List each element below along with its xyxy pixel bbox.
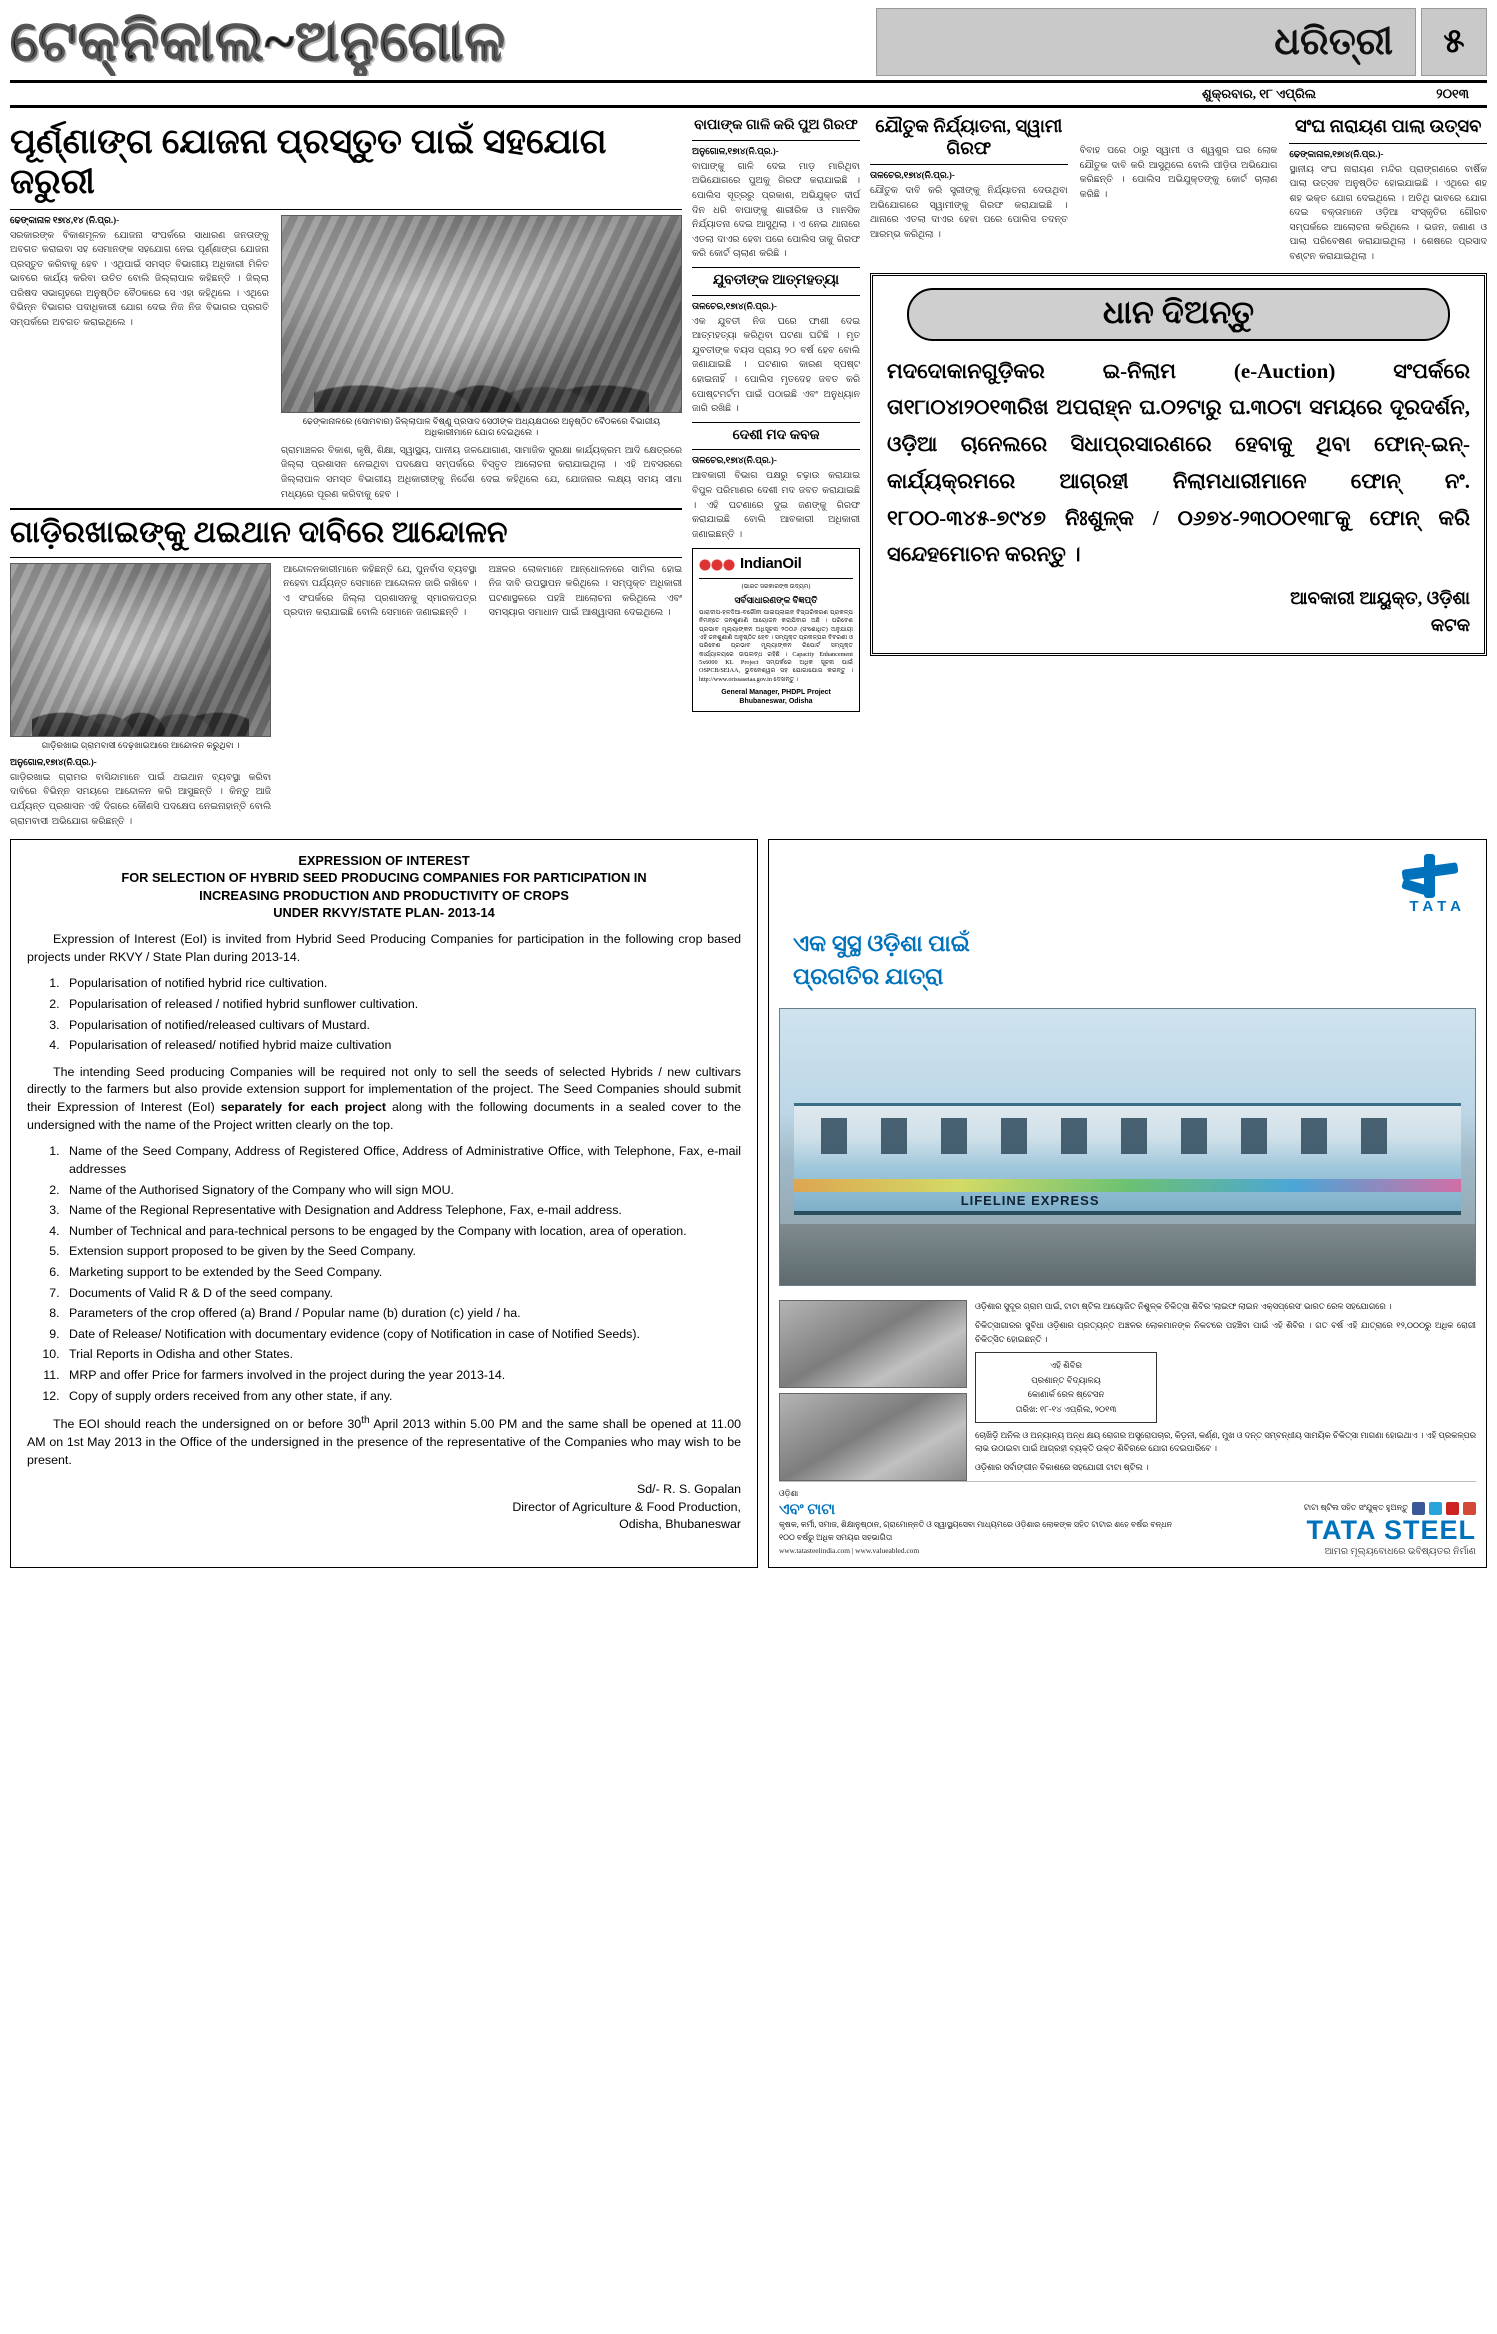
indianoil-ad (692, 548, 860, 712)
right2-headline: ସଂଘ ନାରାୟଣ ପାଲା ଉତ୍ସବ (1294, 116, 1482, 136)
eoi-doc-item: 7. Documents of Valid R & D of the seed company. (63, 1285, 741, 1303)
eoi-title-line-4: UNDER RKVY/STATE PLAN- 2013-14 (273, 904, 495, 920)
dateline-rule (10, 80, 1487, 108)
tata-footer (779, 1481, 1476, 1557)
tata-steel-name: TATA STEEL (1306, 1514, 1476, 1545)
eoi-closing-post: April 2013 within 5.00 PM and the same shall be opened at 11.00 AM on 1st May 2013 in the Office of the undersigned in the presence of the representative of the Companies who may wish to be present. (27, 1417, 742, 1467)
eoi-closing-sup: th (361, 1415, 370, 1427)
right-story-1-cont (1080, 114, 1278, 265)
tata-brand-word: TATA (1409, 898, 1466, 916)
eoi-closing (27, 1414, 741, 1469)
publication-name: ଧରିତ୍ରୀ (876, 8, 1416, 76)
tata-steel-logo-block (1304, 1502, 1476, 1557)
masthead-right (876, 8, 1487, 76)
eoi-title-line-1: EXPRESSION OF INTEREST (298, 853, 470, 869)
story2-text-1: ଗାଡ଼ିରଖାଇ ଗ୍ରାମର ବାସିନ୍ଦାମାନେ ପାଇଁ ଥଇଥାନ ବ୍ୟବସ୍ଥା କରିବା ଦାବିରେ ବିଭିନ୍ନ ସମୟରେ ଆନ୍ଦୋଳନ କରି ଆସୁଛନ୍ତି । କିନ୍ତୁ ଆଜି ପର୍ଯ୍ୟନ୍ତ ପ୍ରଶାସନ ଏହି ଦିଗରେ କୌଣସି ପଦକ୍ଷେପ ନେଇନାହାନ୍ତି ବୋଲି ଗ୍ରାମବାସୀ ଅଭିଯୋଗ କରିଛନ୍ତି । (10, 772, 272, 827)
indianoil-logo-icon (699, 555, 735, 575)
right2-text: ସ୍ଥାନୀୟ ସଂଘ ନାରାୟଣ ମନ୍ଦିର ପ୍ରାଙ୍ଗଣରେ ବାର୍ଷିକ ପାଲା ଉତ୍ସବ ଅନୁଷ୍ଠିତ ହୋଇଯାଇଛି । ଏଥିରେ ଶହ ଶହ ଭକ୍ତ ଯୋଗ ଦେଇଥିଲେ । ଅତିଥି ଭାବରେ ଯୋଗ ଦେଇ ବକ୍ତାମାନେ ଓଡ଼ିଆ ସଂସ୍କୃତିର ଗୌରବ ସମ୍ପର୍କରେ ଆଲୋଚନା କରିଥିଲେ । ଭଜନ, ଜଣାଣ ଓ ପାଲା ପରିବେଷଣ କରାଯାଇଥିଲା । ଶେଷରେ ପ୍ରସାଦ ବଣ୍ଟନ କରାଯାଇଥିଲା । (1289, 164, 1488, 263)
lead-photo (281, 215, 682, 413)
brief2-text: ଏକ ଯୁବତୀ ନିଜ ଘରେ ଫାଶୀ ଦେଇ ଆତ୍ମହତ୍ୟା କରିଥିବା ଘଟଣା ଘଟିଛି । ମୃତ ଯୁବତୀଙ୍କ ବୟସ ପ୍ରାୟ ୨୦ ବର୍ଷ ହେବ ବୋଲି ଜଣାଯାଇଛି । ଘଟଣାର କାରଣ ସ୍ପଷ୍ଟ ହୋଇନାହିଁ । ପୋଲିସ ମୃତଦେହ ଜବତ କରି ପୋଷ୍ଟମର୍ଟମ ପାଇଁ ପଠାଇଛି ଏବଂ ଅନୁଧ୍ୟାନ ଜାରି ରଖିଛି । (692, 316, 860, 415)
lead-column-photo (281, 215, 682, 503)
story2-headline: ଗାଡ଼ିରଖାଇଙ୍କୁ ଥଇଥାନ ଦାବିରେ ଆନ୍ଦୋଳନ (10, 516, 508, 550)
eoi-crop-list (27, 975, 741, 1054)
camp-box-line-2: ପ୍ରଶାନ୍ତ ବିଦ୍ୟାଳୟ (1031, 1374, 1101, 1385)
excise-ad-sign-2: କଟକ (1430, 615, 1470, 636)
brief3-headline: ଦେଶୀ ମଦ କବଜ (732, 427, 820, 443)
eoi-doc-item: 10. Trial Reports in Odisha and other States. (63, 1346, 741, 1364)
lead-byline: ଢେଙ୍କାନାଳ ୧୭ା୪,୧୪ (ନି.ପ୍ର.)- (10, 214, 120, 225)
story2-byline: ଅନୁଗୋଳ,୧୭ା୪(ନି.ପ୍ର.)- (10, 756, 97, 767)
brief1-byline: ଅନୁଗୋଳ,୧୭ା୪(ନି.ପ୍ର.)- (692, 145, 779, 156)
tata-footer-left (779, 1488, 1172, 1557)
story2-text-2: ଆନ୍ଦୋଳନକାରୀମାନେ କହିଛନ୍ତି ଯେ, ପୁନର୍ବାସ ବ୍ୟବସ୍ଥା ନହେବା ପର୍ଯ୍ୟନ୍ତ ସେମାନେ ଆନ୍ଦୋଳନ ଜାରି ରଖିବେ । ଏ ସଂପର୍କରେ ଜିଲ୍ଲା ପ୍ରଶାସନକୁ ସ୍ମାରକପତ୍ର ପ୍ରଦାନ କରାଯାଇଛି ବୋଲି ସେମାନେ ଜଣାଇଛନ୍ତି । (283, 564, 477, 619)
lead-text-1: ସରକାରଙ୍କ ବିକାଶମୂଳକ ଯୋଜନା ସଂପର୍କରେ ସାଧାରଣ ଜନତାଙ୍କୁ ଅବଗତ କରାଇବା ସହ ସେମାନଙ୍କ ସହଯୋଗ ନେଇ ପୂର୍ଣ୍ଣାଙ୍ଗ ଯୋଜନା ପ୍ରସ୍ତୁତ କରିବାକୁ ହେବ । ଏଥିପାଇଁ ସମସ୍ତ ବିଭାଗୀୟ ଅଧିକାରୀ ମିଳିତ ଭାବରେ କାର୍ଯ୍ୟ କରିବା ଉଚିତ ବୋଲି ଜିଲ୍ଲାପାଳ କହିଛନ୍ତି । ଜିଲ୍ଲା ପରିଷଦ ସଭାଗୃହରେ ଅନୁଷ୍ଠିତ ବୈଠକରେ ସେ ଏହା କହିଥିଲେ । ଏଥିରେ ବିଭିନ୍ନ ବିଭାଗର ପଦାଧିକାରୀ ଯୋଗ ଦେଇ ନିଜ ନିଜ ବିଭାଗର ପ୍ରଗତି ସମ୍ପର୍କରେ ଅବଗତ କରାଇଥିଲେ । (10, 230, 269, 328)
camp-box-line-1: ଏହି ଶିବିର (1050, 1360, 1082, 1371)
lifeline-express-photo (779, 1008, 1476, 1286)
tata-para-3: ଚୋଖିଡ଼ି ଅନିଲ ଓ ଅନ୍ୟାନ୍ୟ ଅନ୍ଧ କ୍ଷୟ ରୋଗର ଅସ୍ତ୍ରୋପଚାର, କିଡ଼ନୀ, କର୍ଣ୍ଣ, ମୁଖ ଓ ଦନ୍ତ ସମ୍ବନ୍ଧୀୟ ସାମୟିକ ଚିକିତ୍ସା ମାଗଣା ହୋଇଥାଏ । ଏହି ପ୍ରକଳ୍ପର ଲାଭ ଉଠାଇବା ପାଇଁ ଆଗ୍ରହୀ ବ୍ୟକ୍ତି ଉକ୍ତ ଶିବିରରେ ଯୋଗ ଦେଇପାରିବେ । (975, 1430, 1476, 1454)
lead-columns (10, 215, 682, 503)
right2-byline: ଢେଙ୍କାନାଳ,୧୭ା୪(ନି.ପ୍ର.)- (1289, 148, 1384, 159)
top-news-area (10, 114, 1487, 829)
indianoil-footer-1: General Manager, PHDPL Project (721, 689, 831, 697)
tata-url-2[interactable]: www.valueabled.com (855, 1546, 920, 1556)
dateline (1202, 86, 1487, 102)
tata-slogan-line-2: ପ୍ରଗତିର ଯାତ୍ରା (793, 964, 944, 990)
indianoil-subtitle: (ଭାରତ ସରକାରଙ୍କ ଉଦ୍ୟମ) (741, 583, 811, 590)
eoi-doc-item: 5. Extension support proposed to be given by the Seed Company. (63, 1243, 741, 1261)
tata-para-2: ଚିକିତ୍ସାଗାରର ସୁବିଧା ଓଡ଼ିଶାର ପ୍ରତ୍ୟନ୍ତ ଅଞ୍ଚଳର ଲୋକମାନଙ୍କ ନିକଟରେ ପହଞ୍ଚିବା ପାଇଁ ଏହି ଶିବିର । ଗତ ବର୍ଷ ଏହି ଯାତ୍ରାରେ ୧୨,୦୦୦ରୁ ଅଧିକ ରୋଗୀ ଚିକିତ୍ସିତ ହୋଇଛନ୍ତି । (975, 1321, 1476, 1344)
eoi-doc-item: 2. Name of the Authorised Signatory of the Company who will sign MOU. (63, 1182, 741, 1200)
eoi-doc-item: 8. Parameters of the crop offered (a) Brand / Popular name (b) duration (c) yield / ha. (63, 1305, 741, 1323)
lead-headline: ପୂର୍ଣ୍ଣାଙ୍ଗ ଯୋଜନା ପ୍ରସ୍ତୁତ ପାଇଁ ସହଯୋଗ ଜରୁରୀ (10, 122, 607, 202)
youtube-icon[interactable] (1446, 1502, 1459, 1515)
story2-col-2 (283, 563, 476, 829)
tata-url-1[interactable]: www.tatasteelindia.com (779, 1546, 850, 1556)
page-number: ୫ (1421, 8, 1487, 76)
story2-text-3: ଅଞ୍ଚଳର ଲୋକମାନେ ଆନ୍ଧୋଳନରେ ସାମିଲ ହୋଇ ନିଜ ଦାବି ଉପସ୍ଥାପନ କରିଥିଲେ । ସମ୍ପୃକ୍ତ ଅଧିକାରୀ ଘଟଣାସ୍ଥଳରେ ପହଞ୍ଚି ଆଲୋଚନା କରିଥିଲେ ଏବଂ ସମସ୍ୟାର ସମାଧାନ ପାଇଁ ଆଶ୍ୱାସନା ଦେଇଥିଲେ । (488, 564, 683, 619)
bottom-ads-area (10, 839, 1487, 1568)
indianoil-header (699, 554, 853, 578)
indianoil-notice-title: ସର୍ବସାଧାରଣଙ୍କ ବିଜ୍ଞପ୍ତି (734, 594, 818, 605)
brief1-headline: ବାପାଙ୍କ ଗାଳି କରି ପୁଅ ଗିରଫ (694, 118, 858, 133)
tata-mini-photo-strip (779, 1300, 967, 1481)
eoi-title (27, 852, 741, 921)
eoi-sign-address: Odisha, Bhubaneswar (619, 1516, 741, 1531)
eoi-crop-item: 3. Popularisation of notified/released cultivars of Mustard. (63, 1017, 741, 1035)
eoi-doc-item: 1. Name of the Seed Company, Address of Registered Office, Address of Administrative Office, with Telephone, Fax, e-mail addresses (63, 1143, 741, 1178)
excise-auction-ad (870, 273, 1487, 657)
eoi-doc-item: 12. Copy of supply orders received from any other state, if any. (63, 1388, 741, 1406)
story2-photo-caption: ଗାଡ଼ିରଖାଇ ଗ୍ରାମବାସୀ ଦେଢ଼ଖାଇଆରେ ଆନ୍ଦୋଳନ କରୁଥିବା । (41, 739, 240, 750)
train-name-text: LIFELINE EXPRESS (960, 1192, 1100, 1208)
tata-foot-small-1: ଓଡ଼ିଶା (779, 1488, 799, 1498)
tata-slogan-line-1: ଏକ ସୁସ୍ଥ ଓଡ଼ିଶା ପାଇଁ (793, 931, 970, 957)
train-windows (821, 1118, 1395, 1154)
tata-logo-icon (1398, 850, 1462, 902)
story2-photo-col (10, 563, 271, 829)
tata-urls[interactable]: www.tatasteelindia.com | www.valueabled.com (779, 1546, 920, 1556)
tata-logo-row (779, 850, 1476, 902)
eoi-crop-item: 1. Popularisation of notified hybrid rice cultivation. (63, 975, 741, 993)
eoi-closing-pre: The EOI should reach the undersigned on or before 30 (53, 1417, 362, 1432)
masthead (10, 8, 1487, 76)
train-colour-stripe (794, 1179, 1461, 1192)
twitter-icon[interactable] (1429, 1502, 1442, 1515)
brief3-byline: ତାଳଚେର,୧୭ା୪(ନି.ପ୍ର.)- (692, 455, 777, 466)
tata-foot-list-2: ୧୦୦ ବର୍ଷରୁ ଅଧିକ ସମୟର ସହଭାଗିତା (779, 1533, 893, 1543)
camp-box-line-4: ତାରିଖ: ୧୮-୧୪ ଏପ୍ରିଲ, ୨୦୧୩ (1015, 1403, 1117, 1414)
right1-text-2: ବିବାହ ପରେ ଠାରୁ ସ୍ୱାମୀ ଓ ଶ୍ୱଶୁର ଘର ଲୋକ ଯୌତୁକ ଦାବି କରି ଆସୁଥିଲେ ବୋଲି ପୀଡ଼ିତା ଅଭିଯୋଗ କରିଛନ୍ତି । ପୋଲିସ ଅଭିଯୁକ୍ତଙ୍କୁ କୋର୍ଟ ଚାଲାଣ କରିଛି । (1079, 146, 1278, 200)
eoi-doc-item: 4. Number of Technical and para-technical persons to be engaged by the Company with location, area of operation. (63, 1223, 741, 1241)
lead-story-block (10, 114, 682, 829)
right1-text-1: ଯୌତୁକ ଦାବି କରି ସ୍ତ୍ରୀଙ୍କୁ ନିର୍ଯ୍ୟାତନା ଦେଉଥିବା ଅଭିଯୋଗରେ ସ୍ୱାମୀଙ୍କୁ ଗିରଫ କରାଯାଇଛି । ଥାନାରେ ଏତଲା ଦାଏର ହେବା ପରେ ପୋଲିସ ତଦନ୍ତ ଆରମ୍ଭ କରିଥିଲା । (870, 186, 1068, 240)
tata-odia-text-column (975, 1300, 1476, 1481)
facebook-icon[interactable] (1412, 1502, 1425, 1515)
middle-brief-column (692, 114, 860, 829)
right-story-2 (1289, 114, 1487, 265)
eoi-doc-item: 6. Marketing support to be extended by the Seed Company. (63, 1264, 741, 1282)
excise-ad-body: ମଦଦୋକାନଗୁଡ଼ିକର ଇ-ନିଲାମ (e-Auction) ସଂପର୍କରେ ତା୧୮ା୦୪ା୨୦୧୩ରିଖ ଅପରାହ୍ନ ଘ.୦୨ଟାରୁ ଘ.୩୦ଟା ସମୟରେ ଦୂରଦର୍ଶନ, ଓଡ଼ିଆ ଚାନେଲରେ ସିଧାପ୍ରସାରଣରେ ହେବାକୁ ଥିବା ଫୋନ୍-ଇନ୍-କାର୍ଯ୍ୟକ୍ରମରେ ଆଗ୍ରହୀ ନିଲାମଧାରୀମାନେ ଫୋନ୍ ନଂ. ୧୮୦୦-୩୪୫-୭୯୪୭ ନିଃଶୁଳ୍କ / ୦୬୭୪-୨୩୦୦୧୩୮କୁ ଫୋନ୍ କରି ସନ୍ଦେହମୋଚନ କରନ୍ତୁ । (887, 358, 1470, 567)
right-top-columns (870, 114, 1487, 265)
eoi-doc-item: 3. Name of the Regional Representative with Designation and Address Telephone, Fax, e-mail address. (63, 1202, 741, 1220)
social-links[interactable] (1304, 1502, 1476, 1515)
train-body (794, 1103, 1461, 1215)
tata-foot-big: ଏବଂ ଟାଟା (779, 1501, 836, 1518)
lead-photo-caption: ଢେଙ୍କାନାଳରେ (ସୋମବାର) ଜିଲ୍ଲାପାଳ ବିଷ୍ଣୁ ପ୍ରସାଦ ସେଠୀଙ୍କ ଅଧ୍ୟକ୍ଷତାରେ ଅନୁଷ୍ଠିତ ବୈଠକରେ ବିଭାଗୀୟ ଅଧିକାରୀମାନେ ଯୋଗ ଦେଇଥିଲେ । (302, 415, 661, 437)
brief3-text: ଆବକାରୀ ବିଭାଗ ପକ୍ଷରୁ ଚଢ଼ାଉ କରାଯାଇ ବିପୁଳ ପରିମାଣର ଦେଶୀ ମଦ ଜବତ କରାଯାଇଛି । ଏହି ଘଟଣାରେ ଦୁଇ ଜଣଙ୍କୁ ଗିରଫ କରାଯାଇଛି ବୋଲି ଆବକାରୀ ଅଧିକାରୀ ଜଣାଇଛନ୍ତି । (692, 471, 860, 540)
eoi-crop-item: 4. Popularisation of released/ notified hybrid maize cultivation (63, 1037, 741, 1055)
brief2-byline: ତାଳଚେର,୧୭ା୪(ନି.ପ୍ର.)- (692, 300, 777, 311)
story2-photo (10, 563, 271, 737)
story2-columns (10, 563, 682, 829)
eoi-sign-designation: Director of Agriculture & Food Production, (512, 1499, 741, 1514)
camp-photo-1 (779, 1300, 967, 1388)
tata-foot-list: କୃଷକ, କର୍ମୀ, ସମାଜ, ଶିକ୍ଷାନୁଷ୍ଠାନ, ଗ୍ରାମୋନ୍ନତି ଓ ସ୍ୱାସ୍ଥ୍ୟସେବା ମାଧ୍ୟମରେ ଓଡ଼ିଶାର ଲୋକଙ୍କ ସହିତ ଟାଟାର ଶହେ ବର୍ଷର ବନ୍ଧନ (779, 1520, 1173, 1530)
indianoil-body: ପାରାଦୀପ-ହଳଦିଆ-ବରୌନୀ ପାଇପ୍‌ଲାଇନ ବିସ୍ତାରିକରଣ ପ୍ରକଳ୍ପ ନିମନ୍ତେ ଜନଶୁଣାଣି ଆୟୋଜନ କରାଯିବାର ଅଛି । ପରିବେଶ ପ୍ରଭାବ ମୂଲ୍ୟାଙ୍କନ ଅଧିସୂଚନା ୨୦୦୬ (ସଂଶୋଧିତ) ଅନୁଯାୟୀ ଏହି ଜନଶୁଣାଣି ଅନୁଷ୍ଠିତ ହେବ । ସମ୍ପୃକ୍ତ ପ୍ରକଳ୍ପର ବିବରଣୀ ଓ ପରିବେଶ ପ୍ରଭାବ ମୂଲ୍ୟାଙ୍କନ ରିପୋର୍ଟ ସମ୍ପୃକ୍ତ କାର୍ଯ୍ୟାଳୟରେ ଉପଲବ୍ଧ ରହିଛି । Capacity Enhancement 5x6000 KL Project ସମ୍ପର୍କରେ ଅଧିକ ସୂଚନା ପାଇଁ OSPCB/SEIAA, ଭୁବନେଶ୍ୱର ସହ ଯୋଗାଯୋଗ କରନ୍ତୁ । http://www.orissaseiaa.gov.in ଦେଖନ୍ତୁ । (699, 608, 853, 683)
eoi-intro: Expression of Interest (EoI) is invited from Hybrid Seed Producing Companies for participation in the following crop based projects under RKVY / State Plan during 2013-14. (27, 932, 741, 964)
dateline-day: ଶୁକ୍ରବାର, ୧୮ ଏପ୍ରିଲ (1201, 86, 1317, 101)
story2-col-3 (489, 563, 682, 829)
dateline-year: ୨୦୧୩ (1436, 86, 1469, 101)
brief1-text: ବାପାଙ୍କୁ ଗାଳି ଦେଇ ମାଡ଼ ମାରିଥିବା ଅଭିଯୋଗରେ ପୁଅକୁ ଗିରଫ କରାଯାଇଛି । ପୋଲିସ ସୂତ୍ରରୁ ପ୍ରକାଶ, ଅଭିଯୁକ୍ତ ଦୀର୍ଘ ଦିନ ଧରି ବାପାଙ୍କୁ ଶାରୀରିକ ଓ ମାନସିକ ନିର୍ଯ୍ୟାତନା ଦେଇ ଆସୁଥିଲା । ଏ ନେଇ ଥାନାରେ ଏତଲା ଦାଏର ହେବା ପରେ ପୋଲିସ ତାକୁ ଗିରଫ କରି କୋର୍ଟ ଚାଲାଣ କରିଛି । (692, 161, 860, 260)
eoi-sign-name: Sd/- R. S. Gopalan (637, 1482, 741, 1497)
right-column-block (870, 114, 1487, 829)
right1-byline: ତାଳଚେର,୧୭ା୪(ନି.ପ୍ର.)- (870, 170, 955, 181)
camp-photo-2 (779, 1393, 967, 1481)
excise-ad-sign-1: ଆବକାରୀ ଆୟୁକ୍ତ, ଓଡ଼ିଶା (1290, 588, 1470, 609)
social-label: ଟାଟା ଷ୍ଟିଲ ସହିତ ସଂଯୁକ୍ତ ହୁଅନ୍ତୁ (1303, 1503, 1408, 1513)
lead-text-2: ଗ୍ରାମାଞ୍ଚଳର ବିକାଶ, କୃଷି, ଶିକ୍ଷା, ସ୍ୱାସ୍ଥ୍ୟ, ପାନୀୟ ଜଳଯୋଗାଣ, ସାମାଜିକ ସୁରକ୍ଷା କାର୍ଯ୍ୟକ୍ରମ ଆଦି କ୍ଷେତ୍ରରେ ଜିଲ୍ଲା ପ୍ରଶାସନ ନେଇଥିବା ପଦକ୍ଷେପ ସମ୍ପର୍କରେ ବିସ୍ତୃତ ଆଲୋଚନା କରାଯାଇଥିଲା । ଏହି ଅବସରରେ ଜିଲ୍ଲାପାଳ ସମସ୍ତ ବିଭାଗୀୟ ଅଧିକାରୀଙ୍କୁ ନିର୍ଦ୍ଦେଶ ଦେଇ କହିଥିଲେ ଯେ, ଯୋଜନାର ଲକ୍ଷ୍ୟ ସମୟ ସୀମା ମଧ୍ୟରେ ପୂରଣ କରିବାକୁ ହେବ । (280, 445, 682, 500)
right1-headline: ଯୌତୁକ ନିର୍ଯ୍ୟାତନା, ସ୍ୱାମୀ ଗିରଫ (875, 116, 1063, 158)
tata-lower-section (779, 1300, 1476, 1481)
brief2-headline: ଯୁବତୀଙ୍କ ଆତ୍ମହତ୍ୟା (712, 272, 840, 288)
eoi-signature (27, 1481, 741, 1533)
eoi-document-list (27, 1143, 741, 1405)
indianoil-footer-2: Bhubaneswar, Odisha (739, 698, 813, 706)
train-track-ground (780, 1224, 1475, 1285)
eoi-advertisement (10, 839, 758, 1568)
eoi-para2-part-b: along with the following documents in a sealed cover to the undersigned with the name of the Project written clearly on the top. (27, 1100, 741, 1132)
eoi-crop-item: 2. Popularisation of released / notified hybrid sunflower cultivation. (63, 996, 741, 1014)
eoi-paragraph-2 (27, 1064, 741, 1134)
tata-slogan (793, 927, 1476, 994)
eoi-title-line-3: INCREASING PRODUCTION AND PRODUCTIVITY OF CROPS (199, 887, 569, 903)
eoi-doc-item: 9. Date of Release/ Notification with documentary evidence (copy of Notification in case of Notified Seeds). (63, 1326, 741, 1344)
tata-para-1: ଓଡ଼ିଶାର ସୁଦୂର ଗ୍ରାମ ପାଇଁ, ଟାଟା ଷ୍ଟିଲ ଆୟୋଜିତ ନିଶୁଳ୍କ ଚିକିତ୍ସା ଶିବିର 'ଲାଇଫ ଲାଇନ ଏକ୍ସପ୍ରେସ' ଭାରତ ରେଳ ସହଯୋଗରେ । (975, 1301, 1392, 1311)
tata-steel-advertisement (768, 839, 1487, 1568)
eoi-para2-bold: separately for each project (220, 1100, 387, 1115)
masthead-title: ଟେକ୍ନିକାଲ~ଅନୁଗୋଳ (10, 10, 506, 73)
indianoil-brand: IndianOil (740, 555, 802, 573)
excise-ad-badge: ଧାନ ଦିଅନ୍ତୁ (907, 288, 1450, 341)
lead-column-1 (10, 215, 269, 503)
eoi-doc-item: 11. MRP and offer Price for farmers involved in the project during the year 2013-14. (63, 1367, 741, 1385)
right-story-1 (870, 114, 1068, 265)
excise-ad-signature (887, 585, 1470, 639)
camp-box-line-3: କୋଣାର୍କ ରେଳ ଷ୍ଟେସନ (1027, 1389, 1105, 1400)
googleplus-icon[interactable] (1463, 1502, 1476, 1515)
tata-para-4: ଓଡ଼ିଶାର ସର୍ବାଙ୍ଗୀନ ବିକାଶରେ ସହଯୋଗୀ ଟାଟା ଷ୍ଟିଲ । (975, 1463, 1149, 1473)
tata-steel-tagline: ଆମର ମୂଲ୍ୟବୋଧରେ ଭବିଷ୍ୟତର ନିର୍ମାଣ (1324, 1546, 1476, 1557)
camp-details-box (975, 1352, 1157, 1422)
eoi-title-line-2: FOR SELECTION OF HYBRID SEED PRODUCING COMPANIES FOR PARTICIPATION IN (121, 870, 647, 886)
eoi-para2-part-a: The intending Seed producing Companies will be required not only to sell the seeds of selected Hybrids / new cultivars directly to the farmers but also provide extension support for implementation of the project. The Seed Companies should submit their Expression of Interest (EoI) (27, 1064, 741, 1115)
